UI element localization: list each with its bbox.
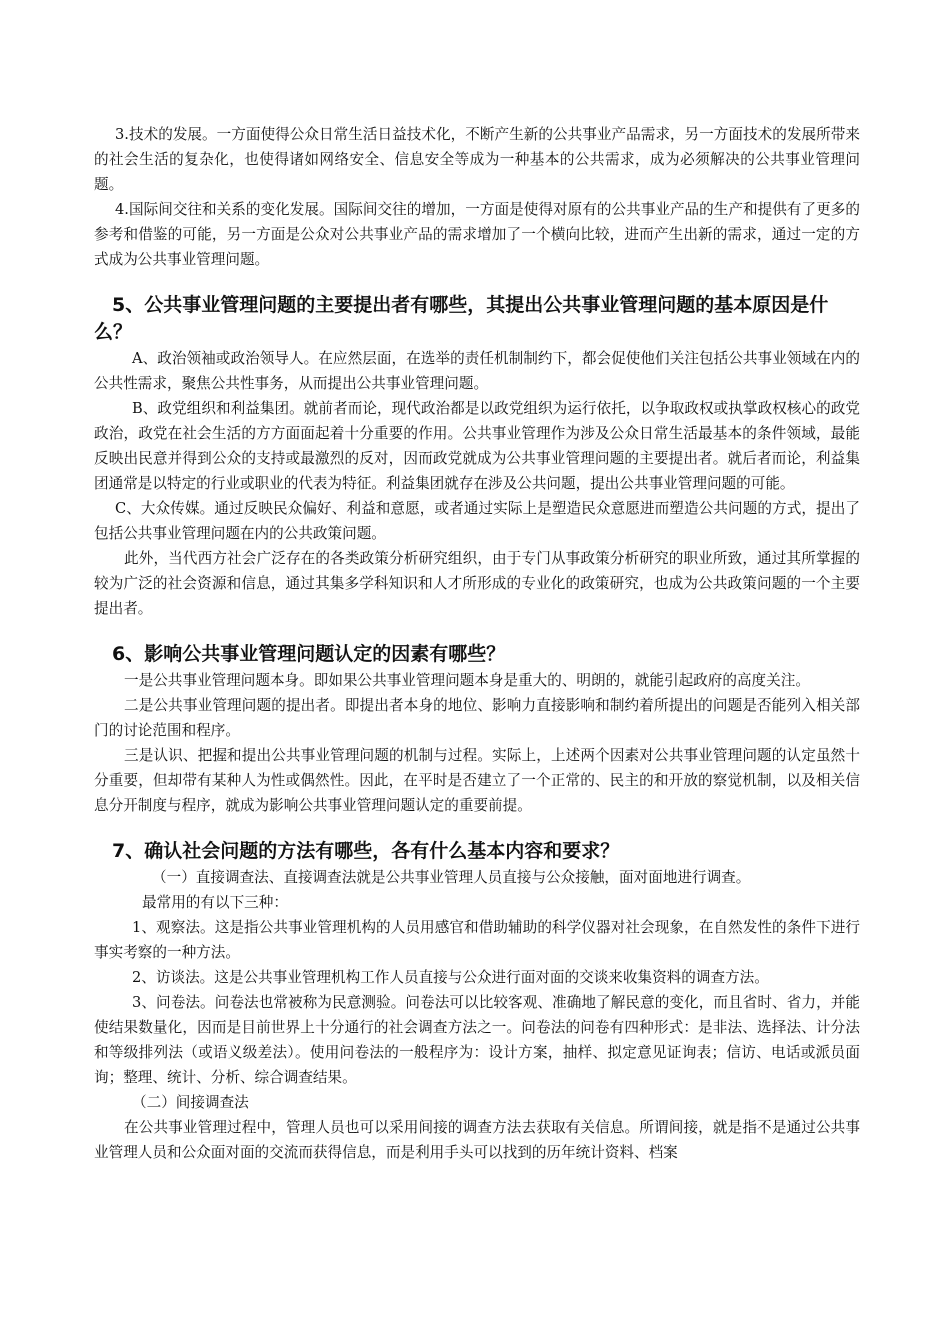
paragraph-direct-survey: （一）直接调查法、直接调查法就是公共事业管理人员直接与公众接触，面对面地进行调查。: [152, 869, 751, 886]
paragraph-indirect-survey-title: （二）间接调查法: [132, 1094, 249, 1111]
paragraph-questionnaire-method: 3、问卷法。问卷法也常被称为民意测验。问卷法可以比较客观、准确地了解民意的变化，而且省时、省力，并能使结果数量化，因而是目前世界上十分通行的社会调查方法之一。问卷法的问卷有四种形式：是非法、选择法、计分法和等级排列法（或语义级差法）。使用问卷法的一般程序为：设计方案，抽样、拟定意见证询表；信访、电话或派员面询；整理、统计、分析、综合调查结果。: [94, 994, 860, 1086]
paragraph-international-relations: 4.国际间交往和关系的变化发展。国际间交往的增加，一方面是使得对原有的公共事业产品的生产和提供有了更多的参考和借鉴的可能，另一方面是公众对公共事业产品的需求增加了一个横向比较，进而产生出新的需求，通过一定的方式成为公共事业管理问题。: [94, 201, 860, 268]
heading-question-6: 6、影响公共事业管理问题认定的因素有哪些？: [112, 643, 506, 665]
document-body: [94, 122, 860, 1165]
paragraph-indirect-survey: 在公共事业管理过程中，管理人员也可以采用间接的调查方法去获取有关信息。所谓间接，就是指不是通过公共事业管理人员和公众面对面的交流而获得信息，而是利用手头可以找到的历年统计资料、档案: [94, 1119, 860, 1161]
paragraph-observation-method: 1、观察法。这是指公共事业管理机构的人员用感官和借助辅助的科学仪器对社会现象，在自然发性的条件下进行事实考察的一种方法。: [94, 919, 860, 961]
heading-question-5: 5、公共事业管理问题的主要提出者有哪些，其提出公共事业管理问题的基本原因是什么？: [94, 294, 829, 343]
paragraph-technology-development: 3.技术的发展。一方面使得公众日常生活日益技术化，不断产生新的公共事业产品需求，另一方面技术的发展所带来的社会生活的复杂化，也使得诸如网络安全、信息安全等成为一种基本的公共需求，成为必须解决的公共事业管理问题。: [94, 126, 860, 193]
paragraph-common-methods: 最常用的有以下三种：: [142, 894, 288, 911]
paragraph-policy-research-orgs: 此外，当代西方社会广泛存在的各类政策分析研究组织，由于专门从事政策分析研究的职业所致，通过其所掌握的较为广泛的社会资源和信息，通过其集多学科知识和人才所形成的专业化的政策研究，也成为公共政策问题的一个主要提出者。: [94, 550, 860, 617]
paragraph-factor-one: 一是公共事业管理问题本身。即如果公共事业管理问题本身是重大的、明朗的，就能引起政府的高度关注。: [124, 672, 810, 689]
paragraph-parties-interest-groups: B、政党组织和利益集团。就前者而论，现代政治都是以政党组织为运行依托，以争取政权或执掌政权核心的政党政治，政党在社会生活的方方面面起着十分重要的作用。公共事业管理作为涉及公众日常生活最基本的条件领域，最能反映出民意并得到公众的支持或最激烈的反对，因而政党就成为公共事业管理问题的主要提出者。就后者而论，利益集团通常是以特定的行业或职业的代表为特征。利益集团就存在涉及公共问题，提出公共事业管理问题的可能。: [94, 400, 860, 492]
paragraph-political-leaders: A、政治领袖或政治领导人。在应然层面，在选举的责任机制制约下，都会促使他们关注包括公共事业领域在内的公共性需求，聚焦公共性事务，从而提出公共事业管理问题。: [94, 350, 860, 392]
paragraph-interview-method: 2、访谈法。这是公共事业管理机构工作人员直接与公众进行面对面的交谈来收集资料的调查方法。: [132, 969, 769, 986]
paragraph-mass-media: C、大众传媒。通过反映民众偏好、利益和意愿，或者通过实际上是塑造民众意愿进而塑造公共问题的方式，提出了包括公共事业管理问题在内的公共政策问题。: [94, 500, 860, 542]
paragraph-factor-three: 三是认识、把握和提出公共事业管理问题的机制与过程。实际上，上述两个因素对公共事业管理问题的认定虽然十分重要，但却带有某种人为性或偶然性。因此，在平时是否建立了一个正常的、民主的和开放的察觉机制，以及相关信息分开制度与程序，就成为影响公共事业管理问题认定的重要前提。: [94, 747, 860, 814]
paragraph-factor-two: 二是公共事业管理问题的提出者。即提出者本身的地位、影响力直接影响和制约着所提出的问题是否能列入相关部门的讨论范围和程序。: [94, 697, 860, 739]
heading-question-7: 7、确认社会问题的方法有哪些，各有什么基本内容和要求？: [112, 840, 620, 862]
